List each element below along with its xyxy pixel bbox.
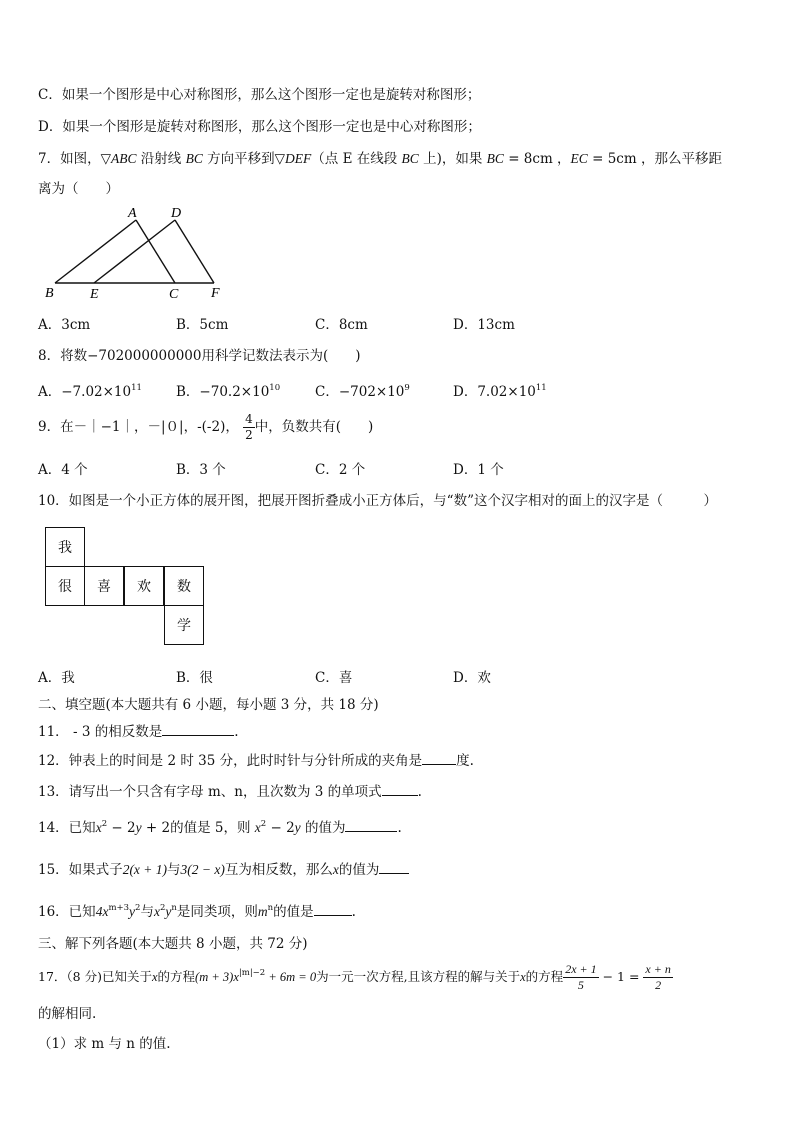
- q7-bc: BC: [185, 151, 203, 166]
- q16-term: 4x: [95, 904, 109, 919]
- figure-7-triangles: [40, 205, 240, 300]
- q16-term: x: [153, 904, 160, 919]
- label-a: A: [128, 206, 137, 221]
- q14-var: x: [254, 820, 261, 835]
- q15-text: 的值为: [338, 862, 380, 878]
- q8-d-exp: 11: [535, 383, 547, 393]
- q17-text: 的方程: [525, 969, 564, 984]
- q7-def: DEF: [285, 151, 312, 166]
- q17-eq: (m + 3)x: [195, 970, 239, 984]
- question-11: [38, 720, 239, 740]
- q12-text: 度.: [456, 753, 474, 769]
- q7-text: （点 E 在线段: [311, 151, 402, 167]
- q13-text: 13．请写出一个只含有字母 m、n，且次数为 3 的单项式: [38, 784, 382, 800]
- q7-bc: BC: [486, 151, 504, 166]
- q7-option-b: B．5cm: [176, 317, 229, 333]
- label-e: E: [90, 287, 99, 300]
- question-7: [38, 147, 722, 167]
- q10-option-d: D．欢: [453, 670, 491, 686]
- line-df: [175, 220, 214, 283]
- q17-var: x: [151, 970, 158, 984]
- q7-text: 7．如图，: [38, 151, 101, 167]
- q9-fraction: [243, 412, 255, 443]
- q16-exp: 2: [159, 903, 166, 913]
- q13-answer-blank: [382, 782, 418, 796]
- section-3-heading: 三、解下列各题(本大题共 8 小题，共 72 分): [38, 936, 308, 952]
- q8-option-d: [453, 380, 547, 400]
- q8-option-b: [176, 380, 280, 400]
- q15-var: x: [332, 862, 339, 877]
- q17-f2-num: x + n: [645, 962, 671, 976]
- q16-answer-blank: [314, 902, 352, 916]
- q17-text: − 1 =: [598, 969, 644, 984]
- q17-fraction-1: [563, 962, 598, 993]
- q8-a-base: A．−7.02×10: [38, 384, 132, 400]
- q15-expr1: 2(x + 1): [122, 862, 168, 877]
- cube-net: [45, 527, 210, 647]
- q7-text: 上)，如果: [418, 151, 487, 167]
- q10-option-b: B．很: [176, 670, 213, 686]
- cube-face-xi: 喜: [84, 566, 124, 606]
- q17-exp: |m|−2: [238, 968, 266, 978]
- label-c: C: [169, 287, 179, 300]
- q15-text: 与: [167, 862, 181, 878]
- q14-text: − 2: [107, 820, 136, 836]
- q13-text: .: [417, 784, 422, 800]
- q17-f1-num: 2x + 1: [565, 962, 597, 976]
- q16-term: y: [129, 904, 136, 919]
- line-ed: [94, 220, 175, 283]
- question-14: [38, 816, 402, 836]
- question-7-cont: 离为（ ）: [38, 181, 119, 197]
- q12-answer-blank: [422, 751, 456, 765]
- q17-f1-den: 5: [577, 978, 584, 992]
- q11-answer-blank: [162, 722, 234, 736]
- label-f: F: [211, 286, 220, 300]
- q16-exp: n: [267, 903, 274, 913]
- q8-c-base: C．−702×10: [315, 384, 405, 400]
- q9-option-c: C．2 个: [315, 462, 366, 478]
- q15-text: 互为相反数，那么: [224, 862, 333, 878]
- q17-text: 为一元一次方程,且该方程的解与关于: [316, 969, 521, 984]
- q7-bc: BC: [401, 151, 419, 166]
- q8-option-a: [38, 380, 142, 400]
- q16-term: y: [165, 904, 172, 919]
- question-17: [38, 962, 673, 993]
- q16-text: 16．已知: [38, 904, 96, 920]
- cube-face-hen: 很: [45, 566, 85, 606]
- question-17-sub1: （1）求 m 与 n 的值.: [38, 1036, 171, 1052]
- q7-abc: ABC: [110, 151, 137, 166]
- q16-text: 与: [140, 904, 154, 920]
- q16-text: .: [351, 904, 356, 920]
- q14-text: 的值为: [300, 820, 346, 836]
- q14-text: − 2: [266, 820, 295, 836]
- q7-ec: EC: [570, 151, 588, 166]
- q9-text: 9．在－｜−1｜，－|０|，-(-2)，: [38, 419, 239, 435]
- q7-text: 方向平移到: [202, 151, 275, 167]
- option-c-line: C．如果一个图形是中心对称图形，那么这个图形一定也是旋转对称图形；: [38, 87, 481, 103]
- q14-text: + 2: [141, 820, 171, 836]
- triangle-symbol: ▽: [100, 151, 111, 167]
- q17-var: x: [520, 970, 526, 984]
- q16-exp: 2: [135, 903, 141, 913]
- q9-frac-den: 2: [245, 428, 253, 442]
- cube-face-huan: 欢: [124, 566, 164, 606]
- q7-text: = 8cm ，: [503, 151, 571, 167]
- q7-text: 沿射线: [136, 151, 186, 167]
- q12-text: 12．钟表上的时间是 2 时 35 分，此时时针与分针所成的夹角是: [38, 753, 423, 769]
- q7-option-d: D．13cm: [453, 317, 515, 333]
- q8-c-exp: 9: [404, 383, 410, 393]
- q16-text: 的值是: [273, 904, 314, 920]
- cube-face-wo: 我: [45, 527, 85, 567]
- q14-text: 的值是 5，则: [170, 820, 255, 836]
- q17-eq: + 6m = 0: [265, 970, 317, 984]
- question-12: [38, 749, 474, 769]
- q9-frac-num: 4: [245, 412, 253, 426]
- q14-text: 14．已知: [38, 820, 96, 836]
- q9-option-d: D．1 个: [453, 462, 504, 478]
- question-10: 10．如图是一个小正方体的展开图，把展开图折叠成小正方体后，与“数”这个汉字相对的面上的汉字是（ ）: [38, 493, 717, 509]
- q8-option-c: [315, 380, 410, 400]
- q8-a-exp: 11: [131, 383, 142, 393]
- q16-text: 是同类项，则: [176, 904, 258, 920]
- label-d: D: [171, 206, 182, 221]
- q14-exp: 2: [260, 819, 267, 829]
- q15-expr2: 3(2 − x): [180, 862, 225, 877]
- q17-text: 17．（8 分)已知关于: [38, 969, 152, 984]
- question-16: [38, 900, 356, 920]
- q11-text: .: [234, 724, 239, 740]
- q9-option-a: A．4 个: [38, 462, 88, 478]
- section-2-heading: 二、填空题(本大题共有 6 小题，每小题 3 分，共 18 分): [38, 697, 379, 713]
- q17-fraction-2: [643, 962, 672, 993]
- q14-answer-blank: [345, 818, 397, 832]
- cube-face-xue: 学: [164, 605, 204, 645]
- cube-face-shu: 数: [164, 566, 204, 606]
- triangle-symbol: ▽: [274, 151, 286, 167]
- q7-option-a: A．3cm: [38, 317, 91, 333]
- q14-text: .: [397, 820, 402, 836]
- q14-var: y: [294, 820, 301, 835]
- q9-text: 中，负数共有( ): [254, 419, 374, 435]
- question-13: [38, 780, 422, 800]
- option-d-line: D．如果一个图形是旋转对称图形，那么这个图形一定也是中心对称图形；: [38, 119, 481, 135]
- q16-exp: n: [171, 903, 177, 913]
- q16-term: m: [257, 904, 268, 919]
- q14-exp: 2: [101, 819, 108, 829]
- q17-text: 的方程: [157, 969, 196, 984]
- q14-var: y: [135, 820, 142, 835]
- q7-option-c: C．8cm: [315, 317, 368, 333]
- q8-b-exp: 10: [269, 383, 281, 393]
- q10-option-a: A．我: [38, 670, 75, 686]
- q15-text: 15．如果式子: [38, 862, 123, 878]
- q15-answer-blank: [379, 860, 409, 874]
- q8-b-base: B．−70.2×10: [176, 384, 270, 400]
- q8-d-base: D．7.02×10: [453, 384, 536, 400]
- question-9: [38, 412, 373, 443]
- q17-f2-den: 2: [655, 978, 662, 992]
- q16-exp: m+3: [108, 903, 130, 913]
- q11-text: 11． - 3 的相反数是: [38, 724, 163, 740]
- question-15: [38, 858, 409, 878]
- q7-text: = 5cm ，那么平移距: [587, 151, 722, 167]
- label-b: B: [45, 286, 54, 300]
- question-17-cont: 的解相同.: [38, 1006, 97, 1022]
- q14-var: x: [95, 820, 102, 835]
- q9-option-b: B．3 个: [176, 462, 226, 478]
- line-ac: [136, 220, 175, 283]
- line-ba: [55, 220, 136, 283]
- question-8: 8．将数−702000000000用科学记数法表示为( ): [38, 348, 361, 364]
- q10-option-c: C．喜: [315, 670, 353, 686]
